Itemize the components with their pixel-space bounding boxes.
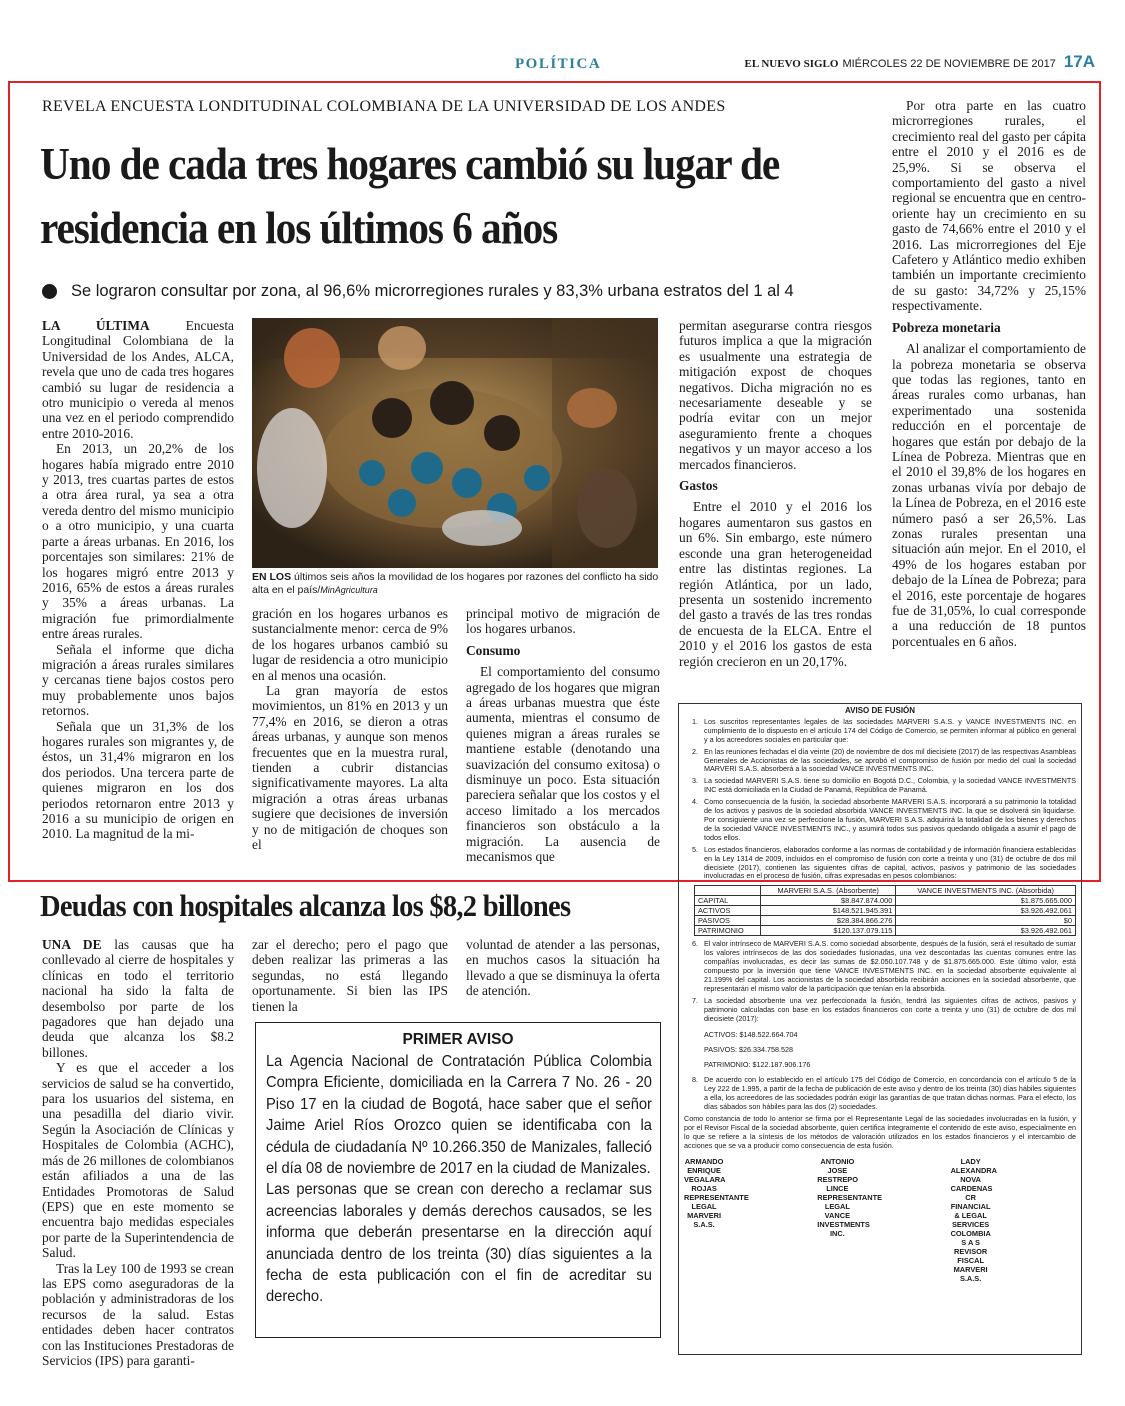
table-cell: $0 xyxy=(896,916,1076,926)
signature-line: REVISOR FISCAL xyxy=(953,1246,988,1265)
paragraph: Señala el informe que dicha migración a áreas rurales similares y cercanas tiene bajos costos pero muy probablemente unos bajos retornos. xyxy=(42,641,234,719)
paragraph: Al analizar el comportamiento de la pobreza monetaria se observa que todas las regiones, tanto en áreas rurales como urbanas, han experimentado una sostenida reducción en el porcentaje de hogares que están por debajo de la Línea de Pobreza. Mientras que en el 2010 el 39,8% de los hogares en zonas urbanas vivía por debajo de la Línea de Pobreza, en el 2016 este número pasó a ser 26,5%. Las zonas rurales presentan una situación aún mejor. En el 2010, el 49% de los hogares estaban por debajo de la Línea de Pobreza; para el 2016, este porcentaje de hogares fue de 31,05%, lo cual corresponde a una reducción de 18 puntos porcentuales en 6 años. xyxy=(892,341,1086,649)
paragraph: La gran mayoría de estos movimientos, un 81% en 2013 y un 77,4% en 2016, se dieron a otras áreas urbanas, y aunque son menos frecuentes que en la muestra rural, tienden a cubrir distancias significativamente mayores. La alta migración a otras áreas urbanas sugiere que decisiones de inversión y no de mitigación de choques son el xyxy=(252,683,448,853)
figure-line: PATRIMONIO: $122.187.906.176 xyxy=(704,1060,811,1070)
signature-line: ANTONIO JOSE xyxy=(820,1156,855,1175)
signature-block xyxy=(817,1157,942,1283)
paragraph: Por otra parte en las cuatro microrregiones rurales, el crecimiento real del gasto per cápita entre el 2010 y el 2016 es de 25,9%. Si se observa el comportamiento del gasto a nivel regional se encuentra que en centro-oriente hay un crecimiento en su gasto de 74,66% entre el 2010 y el 2016. Las microrregiones del Eje Cafetero y Atlántico medio exhiben también un importante crecimiento de su gasto: 34,72% y 25,15% respectivamente. xyxy=(892,98,1086,314)
masthead xyxy=(745,52,1095,72)
fusion-table xyxy=(694,885,1076,936)
article-column-4 xyxy=(679,318,872,669)
subhead-text: Se lograron consultar por zona, al 96,6% microrregiones rurales y 83,3% urbana estratos del 1 al 4 xyxy=(71,282,794,300)
fusion-item xyxy=(684,798,1076,843)
signature-block xyxy=(684,1157,809,1283)
table-cell: $148.521.945.391 xyxy=(760,906,895,916)
fusion-item xyxy=(684,1076,1076,1112)
paragraph: El comportamiento del consumo agregado de los hogares que migran a áreas urbanas muestra que éste aumenta, mientras el consumo de quienes migran a áreas rurales se mantiene estable (denotando una suavización del consumo exitosa) o disminuye un poco. Esta situación pareciera señalar que los costos y el acceso limitado a los mercados financieros son obstáculo a la migración. La ausencia de mecanismos que xyxy=(466,664,660,865)
article-column-2 xyxy=(252,606,448,853)
fusion-item-text: El valor intrínseco de MARVERI S.A.S. como sociedad absorbente, después de la fusión, será el resultado de sumar los valores intrínsecos de las dos sociedades fusionadas, una vez descontadas las cuentas comunes entre las compañías involucradas, es decir las sumas de $2.050.107.748 y de $1.875.665.000. Este último valor, está compuesto por la inversión que tiene VANCE INVESTMENTS INC. en la sociedad absorbente equivalente al 21.199% del capital. Los accionistas de la sociedad absorbida recibirán acciones en la sociedad absorbente, que representarán el mismo valor de la participación que tenían en la absorbida. xyxy=(704,939,1076,993)
signature-line: RESTREPO LINCE xyxy=(817,1174,858,1193)
signature-block xyxy=(951,1157,1076,1283)
article-headline: Uno de cada tres hogares cambió su lugar de residencia en los últimos 6 años xyxy=(40,139,780,253)
paragraph: En 2013, un 20,2% de los hogares había migrado entre 2010 y 2013, tres cuartas partes de estos a otra área rural, ya sea a otra vereda dentro del mismo municipio o a otro municipio, y una cuarta parte a áreas urbanas. En 2016, los porcentajes son similares: 21% de los hogares migró entre 2013 y 2016, 65% de estos a áreas rurales y 35% a áreas urbanas. La migración fue primordialmente entre áreas rurales. xyxy=(42,441,234,642)
section-tag: POLÍTICA xyxy=(515,56,602,72)
fusion-item xyxy=(684,846,1076,882)
paragraph: permitan asegurarse contra riesgos futuros implica a que la migración es usualmente una estrategia de mitigación expost de choques negativos. Dicha migración no es necesariamente deseable y se podría evitar con un mejor aseguramiento frente a choques negativos y un mayor acceso a los mercados financieros. xyxy=(679,318,872,472)
fusion-figures xyxy=(684,1027,1076,1072)
signature-line: LADY ALEXANDRA xyxy=(950,1156,997,1175)
table-cell: $8.847.874.000 xyxy=(760,896,895,906)
table-cell: PATRIMONIO xyxy=(695,926,761,936)
table-row xyxy=(695,916,1076,926)
signatures xyxy=(684,1157,1076,1283)
fusion-item-text: La sociedad MARVERI S.A.S. tiene su domicilio en Bogotá D.C., Colombia, y la sociedad VANCE INVESTMENTS INC está domiciliada en la Ciudad de Panamá, República de Panamá. xyxy=(704,776,1076,795)
table-header xyxy=(695,886,761,896)
paragraph: Entre el 2010 y el 2016 los hogares aumentaron sus gastos en un 6%. Sin embargo, este número esconde una gran heterogeneidad entre las distintas regiones. La región Atlántica, por un lado, presenta un sostenido incremento del gasto a través de las tres rondas de encuesta de la ELCA. Entre el 2010 y el 2016 los gastos de esta región crecieron en un 20,17%. xyxy=(679,499,872,669)
paragraph: voluntad de atender a las personas, en muchos casos la situación ha llevado a que se disminuya la oferta de atención. xyxy=(466,937,660,999)
table-row xyxy=(695,896,1076,906)
table-row xyxy=(695,906,1076,916)
aviso-fusion-box xyxy=(678,703,1082,1355)
page-number: 17A xyxy=(1063,52,1095,71)
paragraph: Tras la Ley 100 de 1993 se crean las EPS como aseguradoras de la población y administradoras de los recursos de la salud. Estas entidades deben hacer contratos con las Instituciones Prestadoras de Servicios (IPS) para garanti- xyxy=(42,1260,234,1368)
publication-date: MIÉRCOLES 22 DE NOVIEMBRE DE 2017 xyxy=(842,58,1056,70)
fusion-item-text: Los suscritos representantes legales de las sociedades MARVERI S.A.S. y VANCE INVESTMENTS INC. en cumplimiento de lo dispuesto en el artículo 174 del Código de Comercio, se permiten informar al público en general y a los acreedores sociales en particular que: xyxy=(704,716,1076,744)
fusion-item xyxy=(684,777,1076,795)
article-column-5 xyxy=(892,98,1086,649)
paragraph: gración en los hogares urbanos es sustancialmente menor: cerca de 9% de los hogares urbanos cambió su lugar de residencia a otro municipio en al menos una ocasión. xyxy=(252,606,448,683)
fusion-item-text: Los estados financieros, elaborados conforme a las normas de contabilidad y de información financiera establecidas en la Ley 1314 de 2009, incluidos en el compromiso de fusión con corte a treinta y uno (31) de octubre de dos mil diecisiete (2017), contienen las siguientes cifras de capital, activos, pasivos y patrimonio de las sociedades involucradas en el proceso de fusión, cifras expresadas en pesos colombianos: xyxy=(704,844,1076,881)
signature-line: NOVA CARDENAS xyxy=(950,1174,993,1193)
signature-line: REPRESENTANTE LEGAL xyxy=(684,1192,749,1211)
figure-line: PASIVOS: $26.334.758.528 xyxy=(704,1045,793,1055)
table-header: MARVERI S.A.S. (Absorbente) xyxy=(760,886,895,896)
section-subhead: Gastos xyxy=(679,478,718,494)
table-cell: CAPITAL xyxy=(695,896,761,906)
notice-title: PRIMER AVISO xyxy=(402,1031,514,1048)
caption-text: últimos seis años la movilidad de los hogares por razones del conflicto ha sido alta en el país/ xyxy=(252,571,659,596)
notice-body xyxy=(266,1051,652,1308)
fusion-item-number: 3. xyxy=(692,776,698,786)
signature-line: CR FINANCIAL & LEGAL xyxy=(950,1192,991,1220)
fusion-item xyxy=(684,997,1076,1024)
fusion-item xyxy=(684,718,1076,745)
paragraph: zar el derecho; pero el pago que deben realizar las primeras a las segundas, no está llegando oportunamente. Si bien las IPS tienen la xyxy=(252,937,448,1014)
fusion-item-number: 5. xyxy=(692,844,698,854)
fusion-item-number: 4. xyxy=(692,797,698,807)
article-column-1 xyxy=(42,318,234,842)
table-row xyxy=(695,926,1076,936)
fusion-item-text: De acuerdo con lo establecido en el artículo 175 del Código de Comercio, en concordancia con el artículo 5 de la Ley 222 de 1.995, a partir de la fecha de publicación de este aviso y dentro de los treinta (30) días hábiles siguientes a ella, los acreedores de las sociedades podrán exigir las garantías de que tratan dichas normas. Para el efecto, los días sábados son hábiles para las dos (2) sociedades. xyxy=(704,1075,1076,1112)
lead-in: UNA DE xyxy=(42,937,102,952)
kitchen-photo-illustration xyxy=(252,318,658,568)
fusion-item-text: La sociedad absorbente una vez perfeccionada la fusión, tendrá las siguientes cifras de activos, pasivos y patrimonio calculadas con base en los estados financieros con corte a treinta y uno (31) de octubre de dos mil diecisiete (2017): xyxy=(704,995,1076,1023)
fusion-item-number: 2. xyxy=(692,746,698,756)
second-column-2 xyxy=(252,937,448,1014)
fusion-title: AVISO DE FUSIÓN xyxy=(844,706,916,715)
table-header-row xyxy=(695,886,1076,896)
figure-line: ACTIVOS: $148.522.664.704 xyxy=(704,1030,798,1040)
article-kicker: REVELA ENCUESTA LONDITUDINAL COLOMBIANA DE LA UNIVERSIDAD DE LOS ANDES xyxy=(42,98,726,115)
table-header: VANCE INVESTMENTS INC. (Absorbida) xyxy=(896,886,1076,896)
paragraph: las causas que ha conllevado al cierre de hospitales y clínicas en todo el territorio nacional ha sido la falta de desembolso por parte de los pagadores que han dejado una deuda que alcanza los $8.2 billones. xyxy=(42,937,234,1060)
signature-line: REPRESENTANTE LEGAL xyxy=(817,1192,883,1211)
notice-paragraph: Las personas que se crean con derecho a reclamar sus acreencias laborales y demás derechos causados, se les informa que deberán presentarse en la dirección aquí anunciada dentro de los treinta (30) días siguientes a la fecha de esta publicación con el fin de acreditar su derecho. xyxy=(266,1181,652,1306)
fusion-items xyxy=(684,940,1076,1023)
signature-line: VANCE INVESTMENTS INC. xyxy=(817,1210,870,1238)
signature-line: SERVICES COLOMBIA S A S xyxy=(950,1219,991,1247)
paragraph: Y es que el acceder a los servicios de salud se ha convertido, para los usuarios del sistema, en una pesadilla del diario vivir. Según la Asociación de Clínicas y Hospitales de Colombia (ACHC), más de 26 millones de colombianos están afiliados a una de las Entidades Promotoras de Salud (EPS) que en este momento se encuentra bajo medidas especiales por parte de la Superintendencia de Salud. xyxy=(42,1060,234,1261)
second-column-3 xyxy=(466,937,660,999)
photo-caption xyxy=(252,571,662,597)
fusion-item-number: 1. xyxy=(692,716,698,726)
signature-line: MARVERI S.A.S. xyxy=(953,1264,988,1283)
second-headline: Deudas con hospitales alcanza los $8,2 billones xyxy=(40,888,571,923)
paragraph: Señala que un 31,3% de los hogares rurales son migrantes y, de éstos, un 31,4% migraron en los dos periodos. Una tercera parte de quienes migraron en los dos periodos retornaron entre 2013 y 2016 a su municipio de origen en 2010. La magnitud de la mi- xyxy=(42,718,234,842)
table-cell: $28.384.866.276 xyxy=(760,916,895,926)
section-subhead: Consumo xyxy=(466,642,521,658)
fusion-items xyxy=(684,718,1076,881)
table-cell: $120.137.079.115 xyxy=(760,926,895,936)
signature-line: ARMANDO ENRIQUE xyxy=(684,1156,724,1175)
bullet-icon xyxy=(42,284,57,299)
table-cell: ACTIVOS xyxy=(695,906,761,916)
caption-credit: MinAgricultura xyxy=(320,585,378,595)
paragraph: Encuesta Longitudinal Colombiana de la Universidad de los Andes, ALCA, revela que uno de cada tres hogares cambió su lugar de residencia a otro municipio o vereda al menos una vez en el periodo comprendido entre 2010-2016. xyxy=(42,318,234,441)
fusion-item xyxy=(684,748,1076,775)
fusion-item-number: 6. xyxy=(692,939,698,949)
second-column-1 xyxy=(42,937,234,1368)
fusion-item-number: 7. xyxy=(692,995,698,1005)
table-cell: $3.926.492.061 xyxy=(896,906,1076,916)
caption-lead: EN LOS xyxy=(252,571,292,583)
article-column-3 xyxy=(466,606,660,865)
fusion-items xyxy=(684,1076,1076,1112)
article-subhead xyxy=(42,282,794,301)
fusion-item xyxy=(684,940,1076,993)
publication-name: EL NUEVO SIGLO xyxy=(744,58,839,70)
paragraph: principal motivo de migración de los hogares urbanos. xyxy=(466,606,660,637)
table-cell: $1.875.665.000 xyxy=(896,896,1076,906)
fusion-item-text: En las reuniones fechadas el día veinte (20) de noviembre de dos mil diecisiete (2017) de las respectivas Asambleas Generales de Accionistas de las sociedades, se aprobó el compromiso de fusión por medio del cual la sociedad MARVERI S.A.S. absorberá a la sociedad VANCE INVESTMENTS INC. xyxy=(704,746,1076,774)
section-subhead: Pobreza monetaria xyxy=(892,319,1001,335)
table-cell: $3.926.492.061 xyxy=(896,926,1076,936)
table-cell: PASIVOS xyxy=(695,916,761,926)
lead-in: LA ÚLTIMA xyxy=(42,318,150,333)
fusion-closing: Como constancia de todo lo anterior se firma por el Representante Legal de las sociedades involucradas en la fusión, y por el Revisor Fiscal de la sociedad absorbente, quien certifica íntegramente el contenido de este aviso, especialmente en lo que se refiere a la síntesis de los métodos de valoración utilizados en los estados financieros y el intercambio de acciones que se va a producir como consecuencia de esta fusión. xyxy=(684,1114,1076,1150)
signature-line: MARVERI S.A.S. xyxy=(687,1210,722,1229)
article-photo xyxy=(252,318,658,568)
fusion-item-number: 8. xyxy=(692,1075,698,1085)
primer-aviso-box xyxy=(255,1022,661,1338)
notice-paragraph: La Agencia Nacional de Contratación Pública Colombia Compra Eficiente, domiciliada en la Carrera 7 No. 26 - 20 Piso 17 en la ciudad de Bogotá, hace saber que el señor Jaime Ariel Ríos Orozco quien se identificaba con la cédula de ciudadanía Nº 10.266.350 de Manizales, falleció el día 08 de noviembre de 2017 en la ciudad de Manizales. xyxy=(266,1053,652,1178)
fusion-item-text: Como consecuencia de la fusión, la sociedad absorbente MARVERI S.A.S. incorporará a su patrimonio la totalidad de los activos y pasivos de la sociedad absorbida VANCE INVESTMENTS INC. la que se disolverá sin liquidarse. Por consiguiente una vez se perfeccione la fusión, MARVERI S.A.S. adquirirá la totalidad de los bienes y derechos de la sociedad VANCE INVESTMENTS INC., y asumirá todos sus pasivos quedando obligada a asumir el pago de todos ellos. xyxy=(704,797,1076,842)
signature-line: VEGALARA ROJAS xyxy=(684,1174,726,1193)
